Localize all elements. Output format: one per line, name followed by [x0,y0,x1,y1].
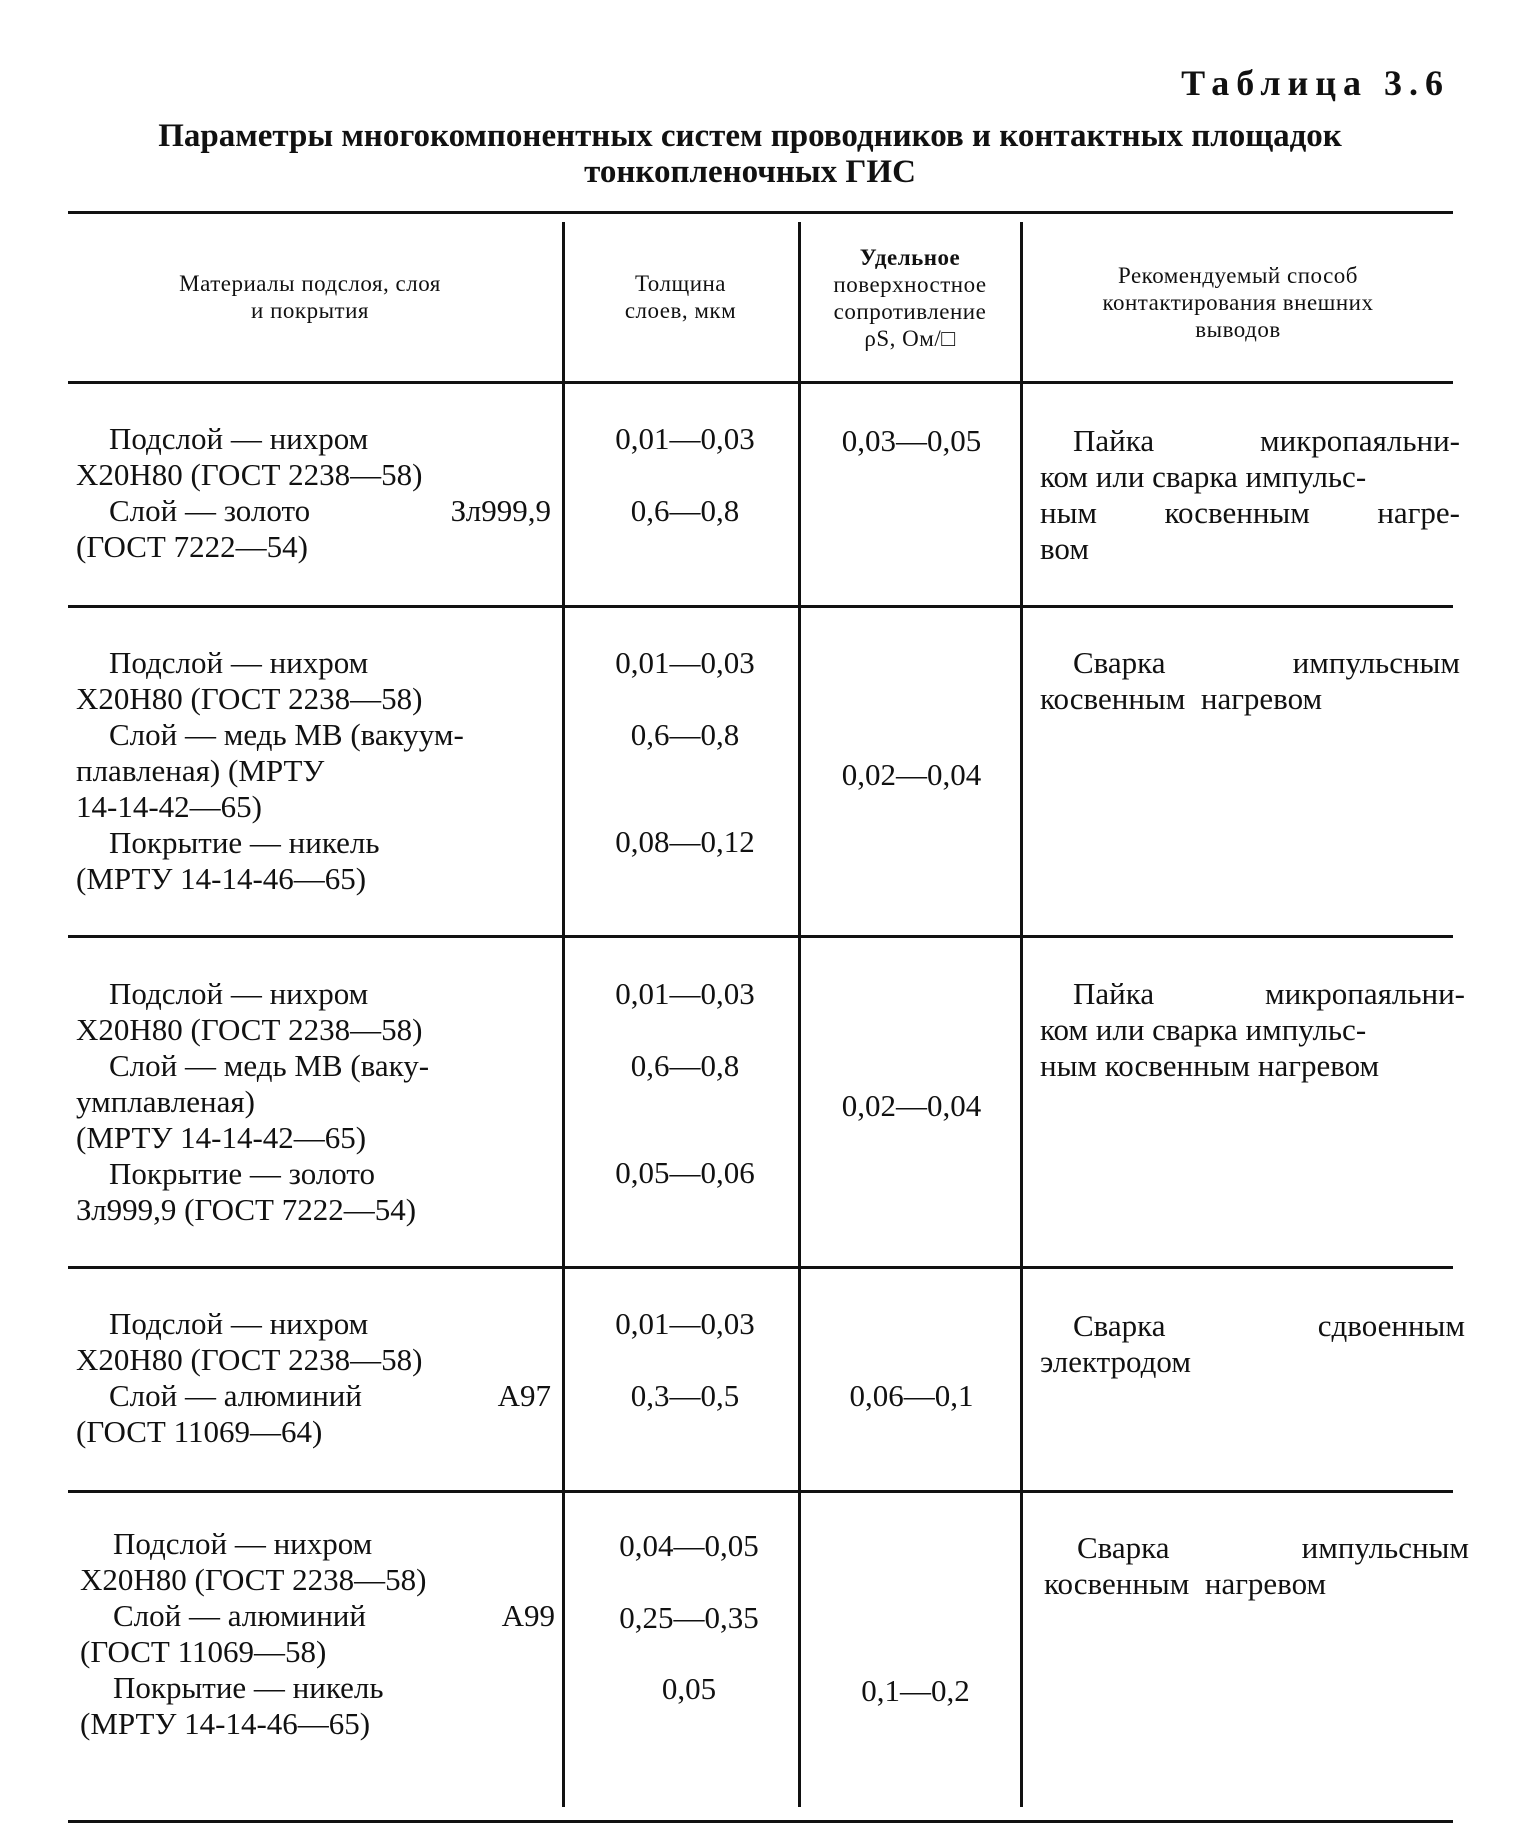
col-divider-2 [798,222,801,1807]
material-line: Подслой — нихром [109,645,369,680]
material-line: плавленая) (МРТУ [76,753,325,788]
material-line-part: А99 [501,1598,555,1633]
material-line-part: Слой — алюминий [113,1598,366,1633]
rule-top [68,211,1453,214]
method-word: Сварка [1073,645,1166,680]
header-thickness-line-1: Толщина [634,271,727,296]
method-word: косвенным [1164,495,1310,530]
table-number: Таблица 3.6 [1181,63,1450,103]
method-line: ком или сварка импульс- [1040,459,1367,494]
material-line: умплавленая) [76,1084,255,1119]
row-2-resistance: 0,02—0,04 [841,757,982,792]
row-3-thickness-2: 0,6—0,8 [630,1048,740,1083]
material-line: Подслой — нихром [109,1306,369,1341]
method-word: импульсным [1292,645,1460,680]
material-line [76,493,551,529]
material-line: Х20Н80 (ГОСТ 2238—58) [80,1562,427,1597]
method-word: импульсным [1301,1530,1469,1565]
rule-bottom [68,1820,1453,1823]
material-line: Покрытие — золото [109,1156,376,1191]
row-2-materials [76,645,551,897]
row-5-materials [80,1526,555,1742]
material-line: Х20Н80 (ГОСТ 2238—58) [76,457,423,492]
row-5-thickness-3: 0,05 [661,1671,717,1706]
material-line-part: Слой — золото [109,493,311,528]
header-resistance-line-2: поверхностное [833,272,987,297]
material-line: Подслой — нихром [113,1526,373,1561]
rule-header-bottom [68,381,1453,384]
row-2-thickness-2: 0,6—0,8 [630,717,740,752]
material-line: Подслой — нихром [109,421,369,456]
row-4-thickness-1: 0,01—0,03 [615,1306,755,1341]
method-word: ным [1040,495,1098,530]
header-materials-line-1: Материалы подслоя, слоя [179,271,441,296]
material-line: (ГОСТ 11069—64) [76,1414,323,1449]
material-line: (МРТУ 14-14-46—65) [76,861,367,896]
rule-row-3-bottom [68,1266,1453,1269]
material-line: (ГОСТ 11069—58) [80,1634,327,1669]
material-line: Х20Н80 (ГОСТ 2238—58) [76,1012,423,1047]
header-method-line-1: Рекомендуемый способ [1117,263,1358,288]
method-word: Пайка [1073,423,1155,458]
material-line: Подслой — нихром [109,976,369,1011]
header-resistance-line-1: Удельное [859,245,961,270]
method-line: косвенным нагревом [1040,681,1323,716]
row-5-thickness-2: 0,25—0,35 [619,1600,759,1635]
rule-row-1-bottom [68,605,1453,608]
col-divider-3 [1020,222,1023,1807]
material-line: (ГОСТ 7222—54) [76,529,308,564]
material-line-part: Слой — алюминий [109,1378,362,1413]
row-3-materials [76,976,551,1228]
method-word: нагре- [1377,495,1460,530]
material-line: 14-14-42—65) [76,789,262,824]
method-line: косвенным нагревом [1044,1566,1327,1601]
header-method-line-2: контактирования внешних [1102,290,1374,315]
material-line: Слой — медь МВ (ваку- [109,1048,430,1083]
material-line: (МРТУ 14-14-42—65) [76,1120,367,1155]
header-materials [70,270,550,324]
method-line [1040,976,1465,1012]
material-line: Х20Н80 (ГОСТ 2238—58) [76,1342,423,1377]
material-line: Покрытие — никель [113,1670,384,1705]
row-1-method [1040,423,1460,567]
method-word: Пайка [1073,976,1155,1011]
table-title-line-1: Параметры многокомпонентных систем проводников и контактных площадок [158,118,1342,154]
header-resistance-line-3: сопротивление [833,299,987,324]
row-3-resistance: 0,02—0,04 [841,1088,982,1123]
table-title-line-2: тонкопленочных ГИС [584,154,916,190]
row-3-thickness-1: 0,01—0,03 [615,976,755,1011]
method-line [1040,423,1460,459]
material-line-part: А97 [497,1378,551,1413]
row-1-thickness-1: 0,01—0,03 [615,421,755,456]
method-line [1040,495,1460,531]
header-method-line-3: выводов [1195,317,1281,342]
header-thickness-line-2: слоев, мкм [624,298,737,323]
header-thickness [568,270,793,324]
method-word: Сварка [1077,1530,1170,1565]
material-line: Зл999,9 (ГОСТ 7222—54) [76,1192,417,1227]
row-1-materials [76,421,551,565]
material-line: Х20Н80 (ГОСТ 2238—58) [76,681,423,716]
header-materials-line-2: и покрытия [251,298,369,323]
method-line [1044,1530,1469,1566]
method-line [1040,645,1460,681]
method-line [1040,1308,1465,1344]
material-line-part: Зл999,9 [450,493,551,528]
method-line: электродом [1040,1344,1191,1379]
row-4-method [1040,1308,1465,1380]
row-4-thickness-2: 0,3—0,5 [630,1378,740,1413]
method-line: ным косвенным нагревом [1040,1048,1380,1083]
row-2-thickness-1: 0,01—0,03 [615,645,755,680]
col-divider-1 [562,222,565,1807]
row-4-resistance: 0,06—0,1 [849,1378,974,1413]
method-word: сдвоенным [1317,1308,1465,1343]
row-2-method [1040,645,1460,717]
material-line: Слой — медь МВ (вакуум- [109,717,464,752]
header-resistance-line-4: ρS, Ом/□ [864,326,956,351]
row-3-method [1040,976,1465,1084]
material-line: Покрытие — никель [109,825,380,860]
method-word: Сварка [1073,1308,1166,1343]
rule-row-2-bottom [68,935,1453,938]
row-1-resistance: 0,03—0,05 [841,423,982,458]
rule-row-4-bottom [68,1490,1453,1493]
row-5-resistance: 0,1—0,2 [861,1673,970,1708]
material-line [76,1378,551,1414]
material-line: (МРТУ 14-14-46—65) [80,1706,371,1741]
header-method [1028,262,1448,343]
row-2-thickness-3: 0,08—0,12 [615,824,755,859]
method-line: вом [1040,531,1089,566]
table-title [60,118,1440,190]
row-1-thickness-2: 0,6—0,8 [630,493,740,528]
method-line: ком или сварка импульс- [1040,1012,1367,1047]
row-4-materials [76,1306,551,1450]
header-resistance [803,244,1017,352]
row-5-method [1044,1530,1469,1602]
row-3-thickness-3: 0,05—0,06 [615,1155,755,1190]
material-line [80,1598,555,1634]
method-word: микропаяльни- [1260,423,1460,458]
row-5-thickness-1: 0,04—0,05 [619,1528,759,1563]
method-word: микропаяльни- [1265,976,1465,1011]
